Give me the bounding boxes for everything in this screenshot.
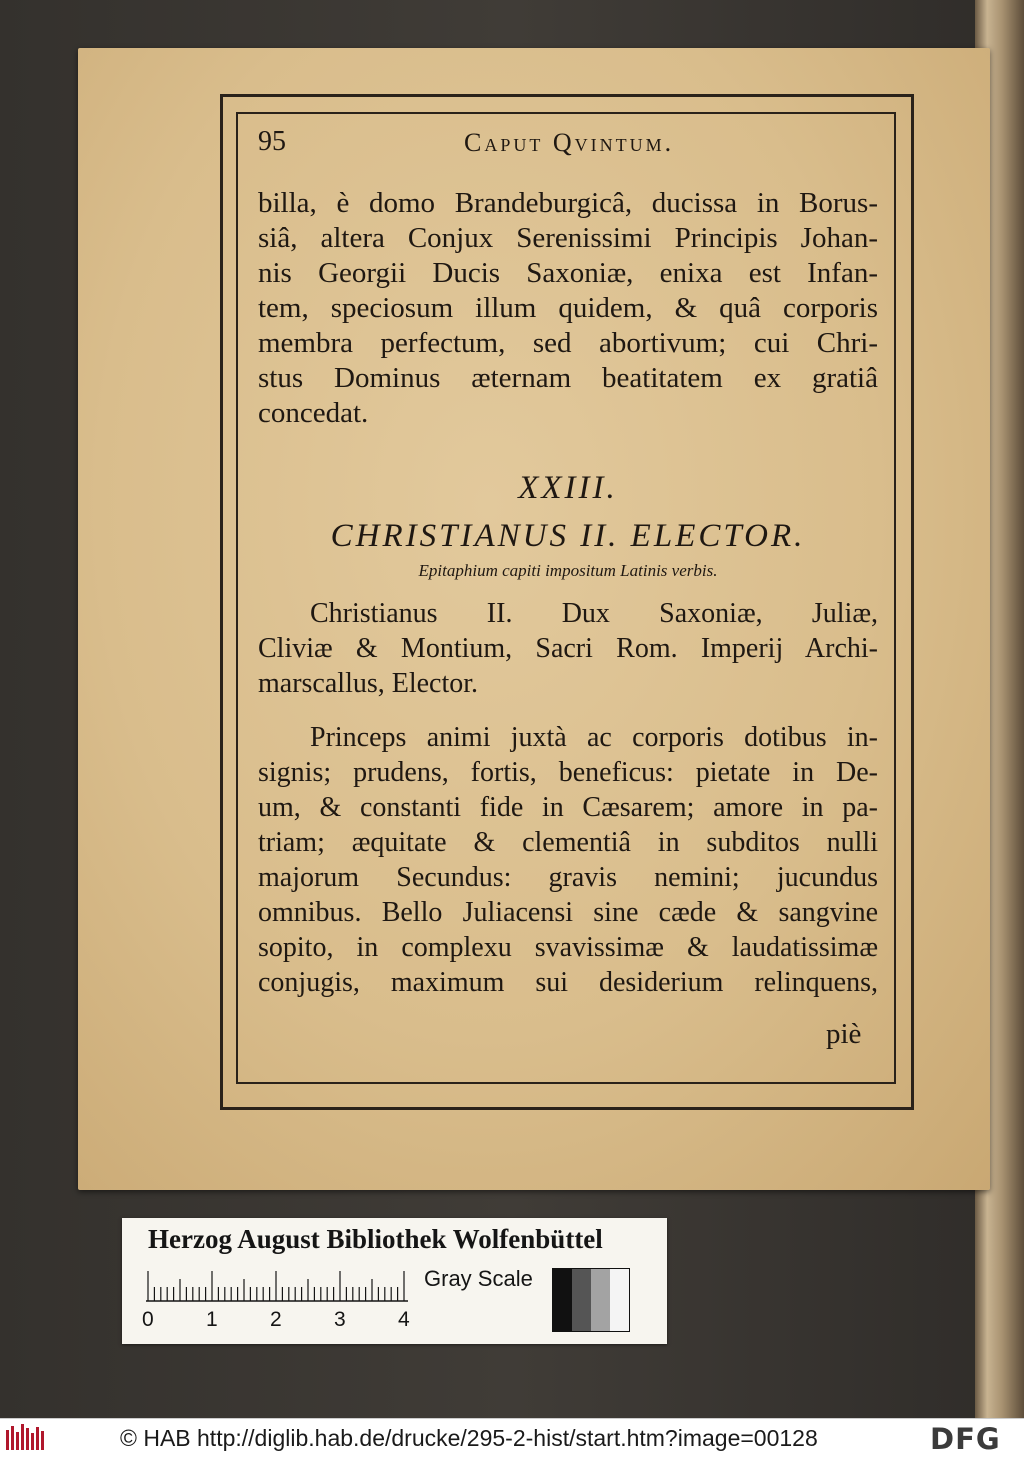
gray-scale-patches — [552, 1268, 630, 1332]
top-paragraph — [258, 186, 878, 431]
viewer-footer — [0, 1418, 1024, 1458]
gray-patch — [610, 1269, 629, 1331]
text-line: Christianus II. Dux Saxoniæ, Juliæ, — [310, 598, 878, 629]
scale-ruler — [146, 1268, 412, 1302]
section-subtitle: Epitaphium capiti impositum Latinis verbis. — [418, 561, 718, 580]
text-line: majorum Secundus: gravis nemini; jucundus — [258, 862, 878, 893]
catchword: piè — [826, 1018, 862, 1050]
text-line: concedat. — [258, 397, 369, 429]
page-header — [258, 126, 858, 166]
running-head: Caput Qvintum. — [464, 128, 675, 157]
text-line: Princeps animi juxtà ac corporis dotibus in- — [310, 722, 878, 753]
gray-patch — [572, 1269, 591, 1331]
gray-patch — [591, 1269, 610, 1331]
text-line: sopito, in complexu svavissimæ & laudatissimæ — [258, 932, 878, 963]
ruler-number: 4 — [398, 1308, 410, 1331]
gray-patch — [553, 1269, 572, 1331]
text-line: marscallus, Elector. — [258, 668, 479, 699]
hab-barcode-logo-icon[interactable] — [6, 1424, 44, 1452]
section-number: XXIII. — [518, 470, 618, 506]
page-number: 95 — [258, 126, 286, 157]
ruler-number: 0 — [142, 1308, 154, 1331]
text-line: siâ, altera Conjux Serenissimi Principis Johan- — [258, 222, 878, 254]
epitaph-body — [258, 720, 878, 1000]
text-line: omnibus. Bello Juliacensi sine cæde & sangvine — [258, 897, 878, 928]
credit-link[interactable]: © HAB http://diglib.hab.de/drucke/295-2-hist/start.htm?image=00128 — [120, 1425, 818, 1451]
text-line: um, & constanti fide in Cæsarem; amore in pa- — [258, 792, 878, 823]
institution-name: Herzog August Bibliothek Wolfenbüttel — [148, 1224, 603, 1254]
text-line: Cliviæ & Montium, Sacri Rom. Imperij Archi- — [258, 633, 878, 664]
gray-scale-label: Gray Scale — [424, 1266, 533, 1291]
text-line: conjugis, maximum sui desiderium relinquens, — [258, 967, 878, 998]
text-line: membra perfectum, sed abortivum; cui Chri- — [258, 327, 878, 359]
ruler-number: 1 — [206, 1308, 218, 1331]
text-line: nis Georgii Ducis Saxoniæ, enixa est Infan- — [258, 257, 878, 289]
color-calibration-card — [122, 1218, 667, 1344]
text-line: tem, speciosum illum quidem, & quâ corporis — [258, 292, 878, 324]
text-line: signis; prudens, fortis, beneficus: pietate in De- — [258, 757, 878, 788]
ruler-ticks-icon — [146, 1268, 412, 1302]
ruler-numbers — [122, 1304, 422, 1332]
text-line: triam; æquitate & clementiâ in subditos nulli — [258, 827, 878, 858]
ruler-number: 2 — [270, 1308, 282, 1331]
epitaph-intro — [258, 596, 878, 701]
text-line: stus Dominus æternam beatitatem ex gratiâ — [258, 362, 878, 394]
dfg-logo[interactable]: DFG — [930, 1422, 1001, 1456]
ruler-number: 3 — [334, 1308, 346, 1331]
text-line: billa, è domo Brandeburgicâ, ducissa in Borus- — [258, 187, 878, 219]
section-title: CHRISTIANUS II. ELECTOR. — [330, 518, 806, 554]
